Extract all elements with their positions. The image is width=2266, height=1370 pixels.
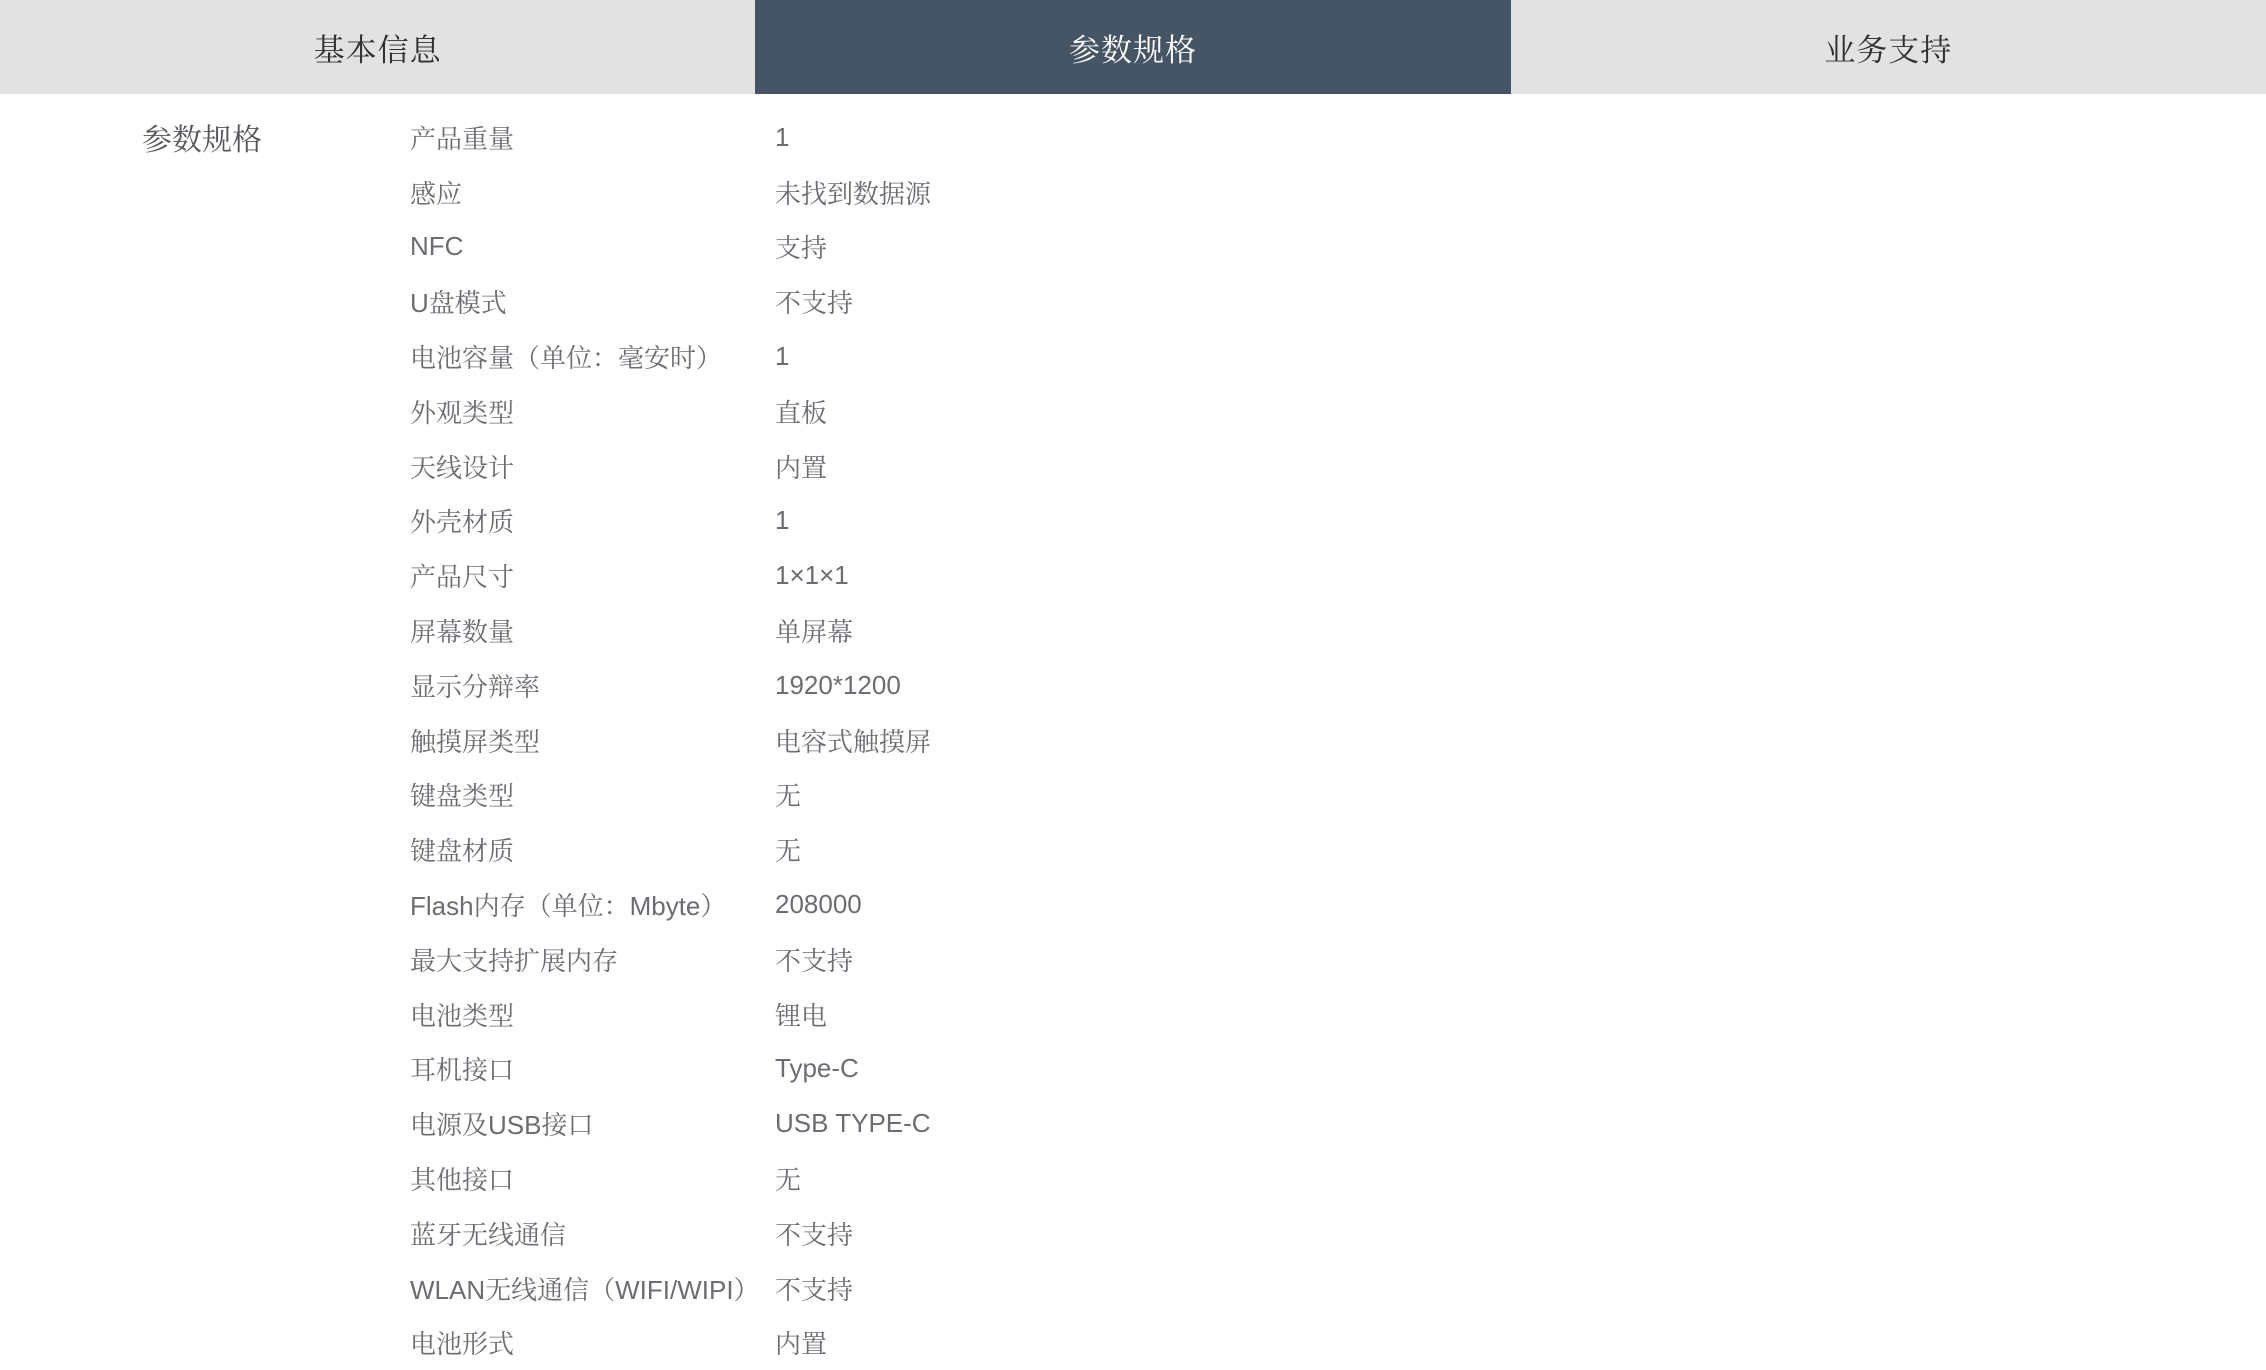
spec-row	[410, 1096, 2266, 1151]
spec-value: 无	[775, 836, 802, 867]
spec-row	[410, 274, 2266, 329]
spec-label: 键盘材质	[410, 836, 515, 867]
spec-label: 外壳材质	[410, 507, 515, 538]
tab-basic-info[interactable]: 基本信息	[0, 0, 755, 94]
spec-table	[410, 110, 2266, 1370]
spec-row	[410, 1151, 2266, 1206]
spec-label: U盘模式	[410, 288, 507, 319]
spec-label: 电池类型	[410, 1000, 515, 1031]
spec-row	[410, 494, 2266, 549]
tab-bar	[0, 0, 2266, 94]
spec-value: 1	[775, 505, 790, 536]
spec-row	[410, 1206, 2266, 1261]
spec-value: 不支持	[775, 1274, 854, 1305]
spec-label: 显示分辩率	[410, 671, 541, 702]
spec-label: 屏幕数量	[410, 617, 515, 648]
spec-label: 外观类型	[410, 397, 515, 428]
spec-row	[410, 658, 2266, 713]
spec-value: 1920*1200	[775, 669, 901, 700]
spec-label: 其他接口	[410, 1165, 515, 1196]
spec-row	[410, 439, 2266, 494]
spec-label: 电池容量（单位：毫安时）	[410, 343, 723, 374]
spec-value: 电容式触摸屏	[775, 726, 932, 757]
spec-row	[410, 603, 2266, 658]
spec-label: Flash内存（单位：Mbyte）	[410, 891, 727, 922]
spec-value: USB TYPE-C	[775, 1108, 931, 1139]
tab-business-support[interactable]: 业务支持	[1511, 0, 2266, 94]
spec-value: 1	[775, 121, 790, 152]
spec-label: 产品重量	[410, 123, 515, 154]
spec-label: 天线设计	[410, 452, 515, 483]
spec-value: 内置	[775, 452, 828, 483]
spec-value: 锂电	[775, 1000, 828, 1031]
section-column	[0, 110, 410, 165]
spec-label: 产品尺寸	[410, 562, 515, 593]
spec-value: Type-C	[775, 1053, 859, 1084]
spec-label: WLAN无线通信（WIFI/WIPI）	[410, 1274, 760, 1305]
spec-value: 未找到数据源	[775, 178, 932, 209]
spec-label: 电源及USB接口	[410, 1110, 594, 1141]
spec-row	[410, 877, 2266, 932]
spec-value: 不支持	[775, 945, 854, 976]
spec-row	[410, 165, 2266, 220]
spec-content	[0, 94, 2266, 1370]
spec-label: NFC	[410, 231, 464, 262]
spec-value: 不支持	[775, 1219, 854, 1250]
spec-row	[410, 768, 2266, 823]
spec-row	[410, 548, 2266, 603]
spec-value: 无	[775, 781, 802, 812]
section-title: 参数规格	[142, 124, 262, 158]
spec-row	[410, 329, 2266, 384]
spec-label: 感应	[410, 178, 463, 209]
spec-row	[410, 220, 2266, 275]
spec-row	[410, 1042, 2266, 1097]
spec-value: 直板	[775, 397, 828, 428]
spec-row	[410, 822, 2266, 877]
spec-value: 不支持	[775, 288, 854, 319]
spec-label: 耳机接口	[410, 1055, 515, 1086]
spec-value: 208000	[775, 889, 862, 920]
spec-value: 1	[775, 341, 790, 372]
spec-row	[410, 1261, 2266, 1316]
tab-parameter-spec[interactable]: 参数规格	[755, 0, 1510, 94]
spec-row	[410, 987, 2266, 1042]
spec-value: 支持	[775, 233, 828, 264]
spec-label: 键盘类型	[410, 781, 515, 812]
spec-value: 无	[775, 1165, 802, 1196]
spec-row	[410, 713, 2266, 768]
spec-row	[410, 384, 2266, 439]
spec-label: 触摸屏类型	[410, 726, 541, 757]
spec-value: 1×1×1	[775, 560, 849, 591]
spec-value: 内置	[775, 1329, 828, 1360]
spec-value: 单屏幕	[775, 617, 854, 648]
spec-row	[410, 1316, 2266, 1370]
spec-label: 蓝牙无线通信	[410, 1219, 567, 1250]
spec-label: 最大支持扩展内存	[410, 945, 619, 976]
spec-row	[410, 932, 2266, 987]
spec-label: 电池形式	[410, 1329, 515, 1360]
spec-row	[410, 110, 2266, 165]
